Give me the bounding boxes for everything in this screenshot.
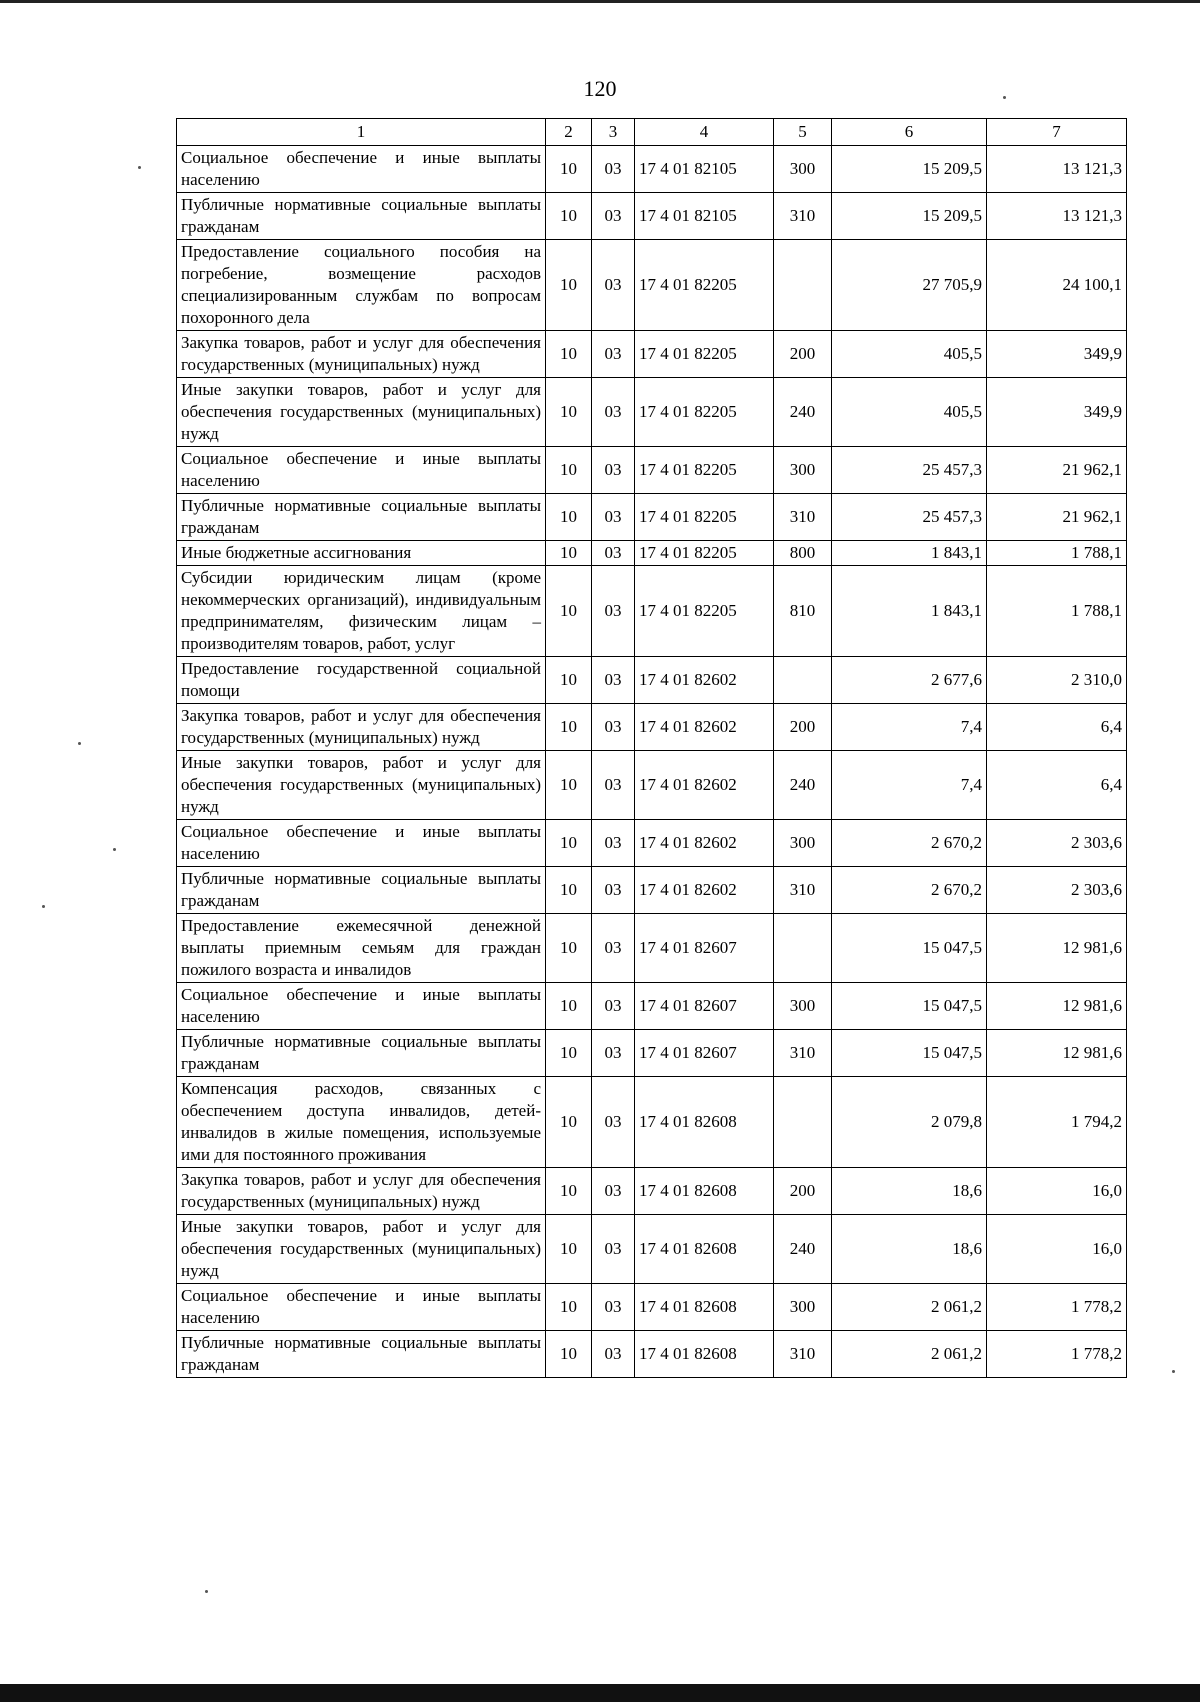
cell-amount-col7: 1 778,2 [987, 1284, 1127, 1331]
cell-amount-col7: 349,9 [987, 331, 1127, 378]
table-row [177, 240, 1127, 331]
cell-section: 10 [546, 1030, 592, 1077]
table-row [177, 704, 1127, 751]
cell-expense-type: 800 [774, 541, 832, 566]
cell-section: 10 [546, 820, 592, 867]
cell-section: 10 [546, 1284, 592, 1331]
cell-subsection: 03 [592, 378, 635, 447]
cell-subsection: 03 [592, 447, 635, 494]
cell-subsection: 03 [592, 193, 635, 240]
cell-target-code: 17 4 01 82205 [635, 378, 774, 447]
table-row [177, 331, 1127, 378]
table-row [177, 867, 1127, 914]
column-header: 7 [987, 119, 1127, 146]
cell-item-name: Социальное обеспечение и иные выплаты населению [177, 447, 546, 494]
cell-amount-col6: 7,4 [832, 704, 987, 751]
cell-expense-type: 300 [774, 820, 832, 867]
scan-top-edge [0, 0, 1200, 3]
cell-item-name: Публичные нормативные социальные выплаты гражданам [177, 867, 546, 914]
cell-amount-col6: 2 677,6 [832, 657, 987, 704]
cell-amount-col7: 12 981,6 [987, 1030, 1127, 1077]
cell-expense-type: 810 [774, 566, 832, 657]
cell-section: 10 [546, 1215, 592, 1284]
table-row [177, 193, 1127, 240]
column-header: 2 [546, 119, 592, 146]
cell-expense-type: 310 [774, 1331, 832, 1378]
cell-expense-type [774, 240, 832, 331]
table-header-row [177, 119, 1127, 146]
cell-item-name: Компенсация расходов, связанных с обеспечением доступа инвалидов, детей-инвалидов в жилые помещения, используемые ими для постоянного проживания [177, 1077, 546, 1168]
cell-expense-type: 300 [774, 983, 832, 1030]
cell-expense-type: 240 [774, 751, 832, 820]
table-row [177, 820, 1127, 867]
cell-amount-col6: 25 457,3 [832, 447, 987, 494]
cell-amount-col7: 1 794,2 [987, 1077, 1127, 1168]
cell-amount-col6: 1 843,1 [832, 541, 987, 566]
cell-item-name: Предоставление социального пособия на погребение, возмещение расходов специализированным службам по вопросам похоронного дела [177, 240, 546, 331]
table-row [177, 146, 1127, 193]
cell-amount-col7: 2 303,6 [987, 820, 1127, 867]
cell-amount-col6: 18,6 [832, 1168, 987, 1215]
cell-amount-col7: 16,0 [987, 1168, 1127, 1215]
cell-subsection: 03 [592, 867, 635, 914]
table-row [177, 541, 1127, 566]
cell-item-name: Иные закупки товаров, работ и услуг для обеспечения государственных (муниципальных) нужд [177, 378, 546, 447]
cell-subsection: 03 [592, 331, 635, 378]
cell-amount-col6: 2 061,2 [832, 1331, 987, 1378]
cell-subsection: 03 [592, 1331, 635, 1378]
cell-expense-type: 200 [774, 704, 832, 751]
cell-section: 10 [546, 751, 592, 820]
cell-amount-col6: 2 079,8 [832, 1077, 987, 1168]
cell-target-code: 17 4 01 82602 [635, 704, 774, 751]
table-row [177, 657, 1127, 704]
scan-speck [205, 1590, 208, 1593]
cell-amount-col7: 349,9 [987, 378, 1127, 447]
cell-target-code: 17 4 01 82205 [635, 566, 774, 657]
cell-item-name: Публичные нормативные социальные выплаты гражданам [177, 1331, 546, 1378]
cell-section: 10 [546, 657, 592, 704]
cell-amount-col6: 15 047,5 [832, 914, 987, 983]
table-row [177, 566, 1127, 657]
cell-item-name: Закупка товаров, работ и услуг для обеспечения государственных (муниципальных) нужд [177, 331, 546, 378]
cell-subsection: 03 [592, 983, 635, 1030]
table-row [177, 447, 1127, 494]
cell-expense-type [774, 657, 832, 704]
cell-target-code: 17 4 01 82602 [635, 867, 774, 914]
scan-speck [113, 848, 116, 851]
cell-amount-col6: 1 843,1 [832, 566, 987, 657]
cell-target-code: 17 4 01 82205 [635, 541, 774, 566]
cell-section: 10 [546, 914, 592, 983]
cell-expense-type: 300 [774, 447, 832, 494]
column-header: 6 [832, 119, 987, 146]
cell-expense-type: 200 [774, 331, 832, 378]
cell-section: 10 [546, 566, 592, 657]
cell-target-code: 17 4 01 82205 [635, 331, 774, 378]
cell-item-name: Публичные нормативные социальные выплаты гражданам [177, 193, 546, 240]
cell-expense-type [774, 914, 832, 983]
cell-subsection: 03 [592, 146, 635, 193]
cell-target-code: 17 4 01 82608 [635, 1077, 774, 1168]
cell-section: 10 [546, 867, 592, 914]
table-row [177, 914, 1127, 983]
cell-item-name: Предоставление государственной социальной помощи [177, 657, 546, 704]
scan-speck [78, 742, 81, 745]
cell-section: 10 [546, 704, 592, 751]
table-row [177, 1284, 1127, 1331]
cell-amount-col7: 6,4 [987, 751, 1127, 820]
cell-item-name: Иные закупки товаров, работ и услуг для обеспечения государственных (муниципальных) нужд [177, 751, 546, 820]
cell-amount-col6: 15 047,5 [832, 983, 987, 1030]
cell-section: 10 [546, 983, 592, 1030]
cell-target-code: 17 4 01 82105 [635, 146, 774, 193]
cell-amount-col7: 12 981,6 [987, 914, 1127, 983]
cell-subsection: 03 [592, 1215, 635, 1284]
cell-amount-col7: 24 100,1 [987, 240, 1127, 331]
cell-subsection: 03 [592, 914, 635, 983]
cell-amount-col6: 405,5 [832, 331, 987, 378]
cell-item-name: Иные бюджетные ассигнования [177, 541, 546, 566]
column-header: 1 [177, 119, 546, 146]
cell-item-name: Субсидии юридическим лицам (кроме некоммерческих организаций), индивидуальным предпринимателям, физическим лицам – производителям товаров, работ, услуг [177, 566, 546, 657]
table-row [177, 494, 1127, 541]
cell-subsection: 03 [592, 751, 635, 820]
table-row [177, 983, 1127, 1030]
cell-item-name: Предоставление ежемесячной денежной выплаты приемным семьям для граждан пожилого возраста и инвалидов [177, 914, 546, 983]
cell-amount-col7: 1 788,1 [987, 566, 1127, 657]
cell-amount-col6: 2 670,2 [832, 820, 987, 867]
cell-item-name: Социальное обеспечение и иные выплаты населению [177, 820, 546, 867]
scan-speck [1172, 1370, 1175, 1373]
cell-amount-col7: 1 778,2 [987, 1331, 1127, 1378]
cell-subsection: 03 [592, 541, 635, 566]
scan-speck [42, 905, 45, 908]
cell-item-name: Социальное обеспечение и иные выплаты населению [177, 983, 546, 1030]
cell-expense-type: 240 [774, 378, 832, 447]
table-row [177, 1077, 1127, 1168]
table-row [177, 751, 1127, 820]
cell-amount-col7: 21 962,1 [987, 494, 1127, 541]
cell-amount-col7: 16,0 [987, 1215, 1127, 1284]
cell-item-name: Публичные нормативные социальные выплаты гражданам [177, 494, 546, 541]
scan-bottom-edge [0, 1684, 1200, 1702]
cell-section: 10 [546, 494, 592, 541]
cell-target-code: 17 4 01 82608 [635, 1331, 774, 1378]
cell-amount-col6: 7,4 [832, 751, 987, 820]
cell-target-code: 17 4 01 82608 [635, 1168, 774, 1215]
cell-expense-type: 200 [774, 1168, 832, 1215]
cell-amount-col6: 15 209,5 [832, 193, 987, 240]
cell-item-name: Публичные нормативные социальные выплаты гражданам [177, 1030, 546, 1077]
cell-amount-col7: 13 121,3 [987, 193, 1127, 240]
cell-subsection: 03 [592, 820, 635, 867]
cell-expense-type: 310 [774, 1030, 832, 1077]
cell-target-code: 17 4 01 82607 [635, 914, 774, 983]
cell-amount-col6: 15 209,5 [832, 146, 987, 193]
cell-expense-type: 310 [774, 867, 832, 914]
cell-item-name: Закупка товаров, работ и услуг для обеспечения государственных (муниципальных) нужд [177, 704, 546, 751]
cell-amount-col6: 18,6 [832, 1215, 987, 1284]
cell-target-code: 17 4 01 82602 [635, 820, 774, 867]
cell-amount-col7: 13 121,3 [987, 146, 1127, 193]
cell-item-name: Социальное обеспечение и иные выплаты населению [177, 1284, 546, 1331]
cell-item-name: Иные закупки товаров, работ и услуг для обеспечения государственных (муниципальных) нужд [177, 1215, 546, 1284]
table-row [177, 1331, 1127, 1378]
cell-section: 10 [546, 378, 592, 447]
scan-speck [138, 166, 141, 169]
cell-subsection: 03 [592, 657, 635, 704]
column-header: 5 [774, 119, 832, 146]
cell-expense-type: 300 [774, 1284, 832, 1331]
cell-item-name: Социальное обеспечение и иные выплаты населению [177, 146, 546, 193]
cell-amount-col6: 25 457,3 [832, 494, 987, 541]
cell-expense-type: 310 [774, 494, 832, 541]
column-header: 3 [592, 119, 635, 146]
cell-amount-col7: 12 981,6 [987, 983, 1127, 1030]
cell-subsection: 03 [592, 566, 635, 657]
cell-amount-col7: 6,4 [987, 704, 1127, 751]
cell-amount-col7: 2 310,0 [987, 657, 1127, 704]
cell-expense-type: 310 [774, 193, 832, 240]
cell-target-code: 17 4 01 82602 [635, 751, 774, 820]
cell-section: 10 [546, 331, 592, 378]
cell-subsection: 03 [592, 1077, 635, 1168]
column-header: 4 [635, 119, 774, 146]
cell-section: 10 [546, 1331, 592, 1378]
cell-section: 10 [546, 193, 592, 240]
page-number: 120 [583, 76, 617, 101]
cell-section: 10 [546, 1077, 592, 1168]
cell-section: 10 [546, 240, 592, 331]
cell-amount-col6: 405,5 [832, 378, 987, 447]
cell-target-code: 17 4 01 82608 [635, 1215, 774, 1284]
cell-expense-type: 240 [774, 1215, 832, 1284]
cell-subsection: 03 [592, 240, 635, 331]
cell-expense-type: 300 [774, 146, 832, 193]
cell-target-code: 17 4 01 82205 [635, 447, 774, 494]
cell-section: 10 [546, 146, 592, 193]
cell-section: 10 [546, 1168, 592, 1215]
cell-target-code: 17 4 01 82105 [635, 193, 774, 240]
cell-amount-col6: 15 047,5 [832, 1030, 987, 1077]
cell-target-code: 17 4 01 82205 [635, 494, 774, 541]
cell-subsection: 03 [592, 494, 635, 541]
cell-amount-col6: 27 705,9 [832, 240, 987, 331]
cell-target-code: 17 4 01 82607 [635, 983, 774, 1030]
cell-subsection: 03 [592, 1284, 635, 1331]
cell-expense-type [774, 1077, 832, 1168]
table-row [177, 1030, 1127, 1077]
cell-target-code: 17 4 01 82602 [635, 657, 774, 704]
cell-subsection: 03 [592, 704, 635, 751]
cell-target-code: 17 4 01 82608 [635, 1284, 774, 1331]
cell-amount-col6: 2 670,2 [832, 867, 987, 914]
budget-table [176, 118, 1127, 1378]
cell-section: 10 [546, 447, 592, 494]
cell-amount-col7: 1 788,1 [987, 541, 1127, 566]
cell-target-code: 17 4 01 82205 [635, 240, 774, 331]
cell-section: 10 [546, 541, 592, 566]
table-row [177, 1215, 1127, 1284]
cell-target-code: 17 4 01 82607 [635, 1030, 774, 1077]
cell-amount-col7: 21 962,1 [987, 447, 1127, 494]
cell-subsection: 03 [592, 1168, 635, 1215]
cell-subsection: 03 [592, 1030, 635, 1077]
cell-item-name: Закупка товаров, работ и услуг для обеспечения государственных (муниципальных) нужд [177, 1168, 546, 1215]
table-row [177, 1168, 1127, 1215]
table-row [177, 378, 1127, 447]
cell-amount-col7: 2 303,6 [987, 867, 1127, 914]
cell-amount-col6: 2 061,2 [832, 1284, 987, 1331]
